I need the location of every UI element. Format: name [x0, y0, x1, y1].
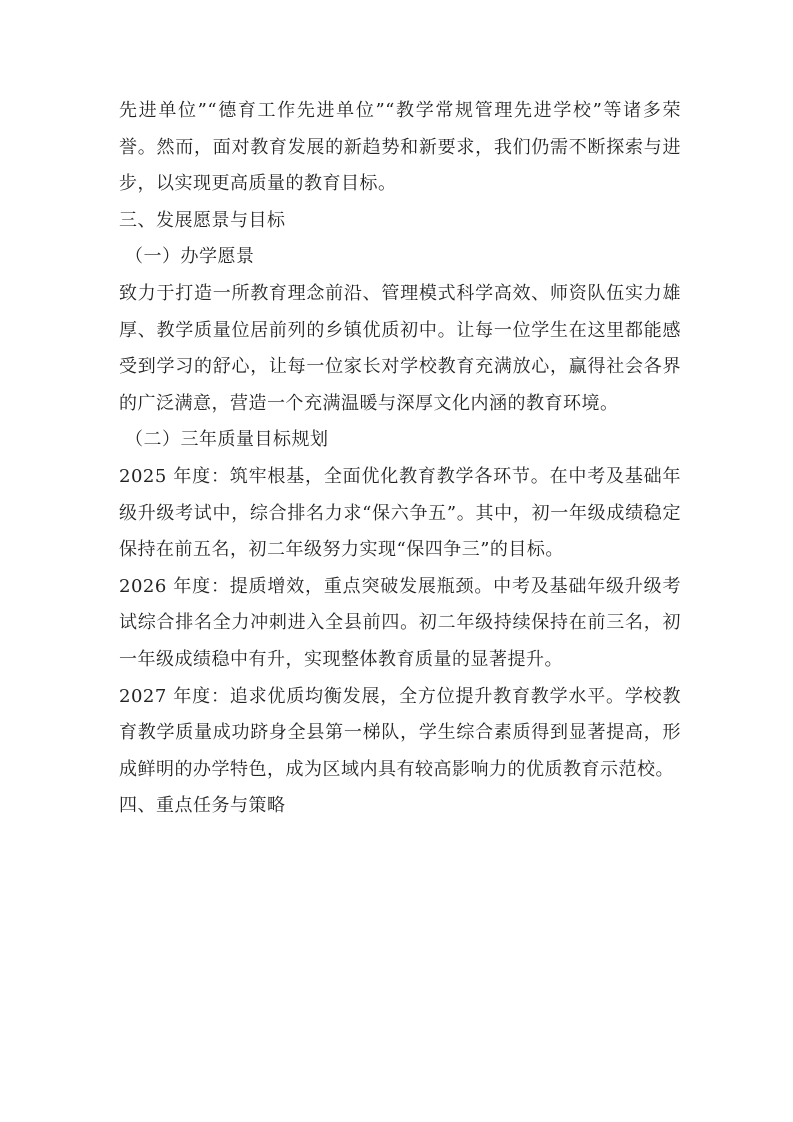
subheading-school-vision: （一）办学愿景: [125, 246, 255, 268]
paragraph-2025-goal: 2025 年度：筑牢根基，全面优化教育教学各环节。在中考及基础年级升级考试中，综合排名力求“保六争五”。其中，初一年级成绩稳定保持在前五名，初二年级努力实现“保四争三”的目标。: [119, 465, 681, 561]
section-heading-vision-goals: 三、发展愿景与目标: [119, 209, 286, 231]
section-heading-key-tasks: 四、重点任务与策略: [119, 795, 286, 817]
subheading-three-year-plan: （二）三年质量目标规划: [125, 429, 329, 451]
paragraph-honors: 先进单位”“德育工作先进单位”“教学常规管理先进学校”等诸多荣誉。然而，面对教育发展的新趋势和新要求，我们仍需不断探索与进步，以实现更高质量的教育目标。: [119, 100, 681, 195]
document-body: [119, 93, 681, 825]
paragraph-2027-goal: 2027 年度：追求优质均衡发展，全方位提升教育教学水平。学校教育教学质量成功跻身全县第一梯队，学生综合素质得到显著提高，形成鲜明的办学特色，成为区域内具有较高影响力的优质教育示范校。: [119, 685, 681, 780]
paragraph-2026-goal: 2026 年度：提质增效，重点突破发展瓶颈。中考及基础年级升级考试综合排名全力冲刺进入全县前四。初二年级持续保持在前三名，初一年级成绩稳中有升，实现整体教育质量的显著提升。: [119, 575, 681, 670]
paragraph-vision: 致力于打造一所教育理念前沿、管理模式科学高效、师资队伍实力雄厚、教学质量位居前列的乡镇优质初中。让每一位学生在这里都能感受到学习的舒心，让每一位家长对学校教育充满放心，赢得社会各界的广泛满意，营造一个充满温暖与深厚文化内涵的教育环境。: [119, 282, 681, 414]
